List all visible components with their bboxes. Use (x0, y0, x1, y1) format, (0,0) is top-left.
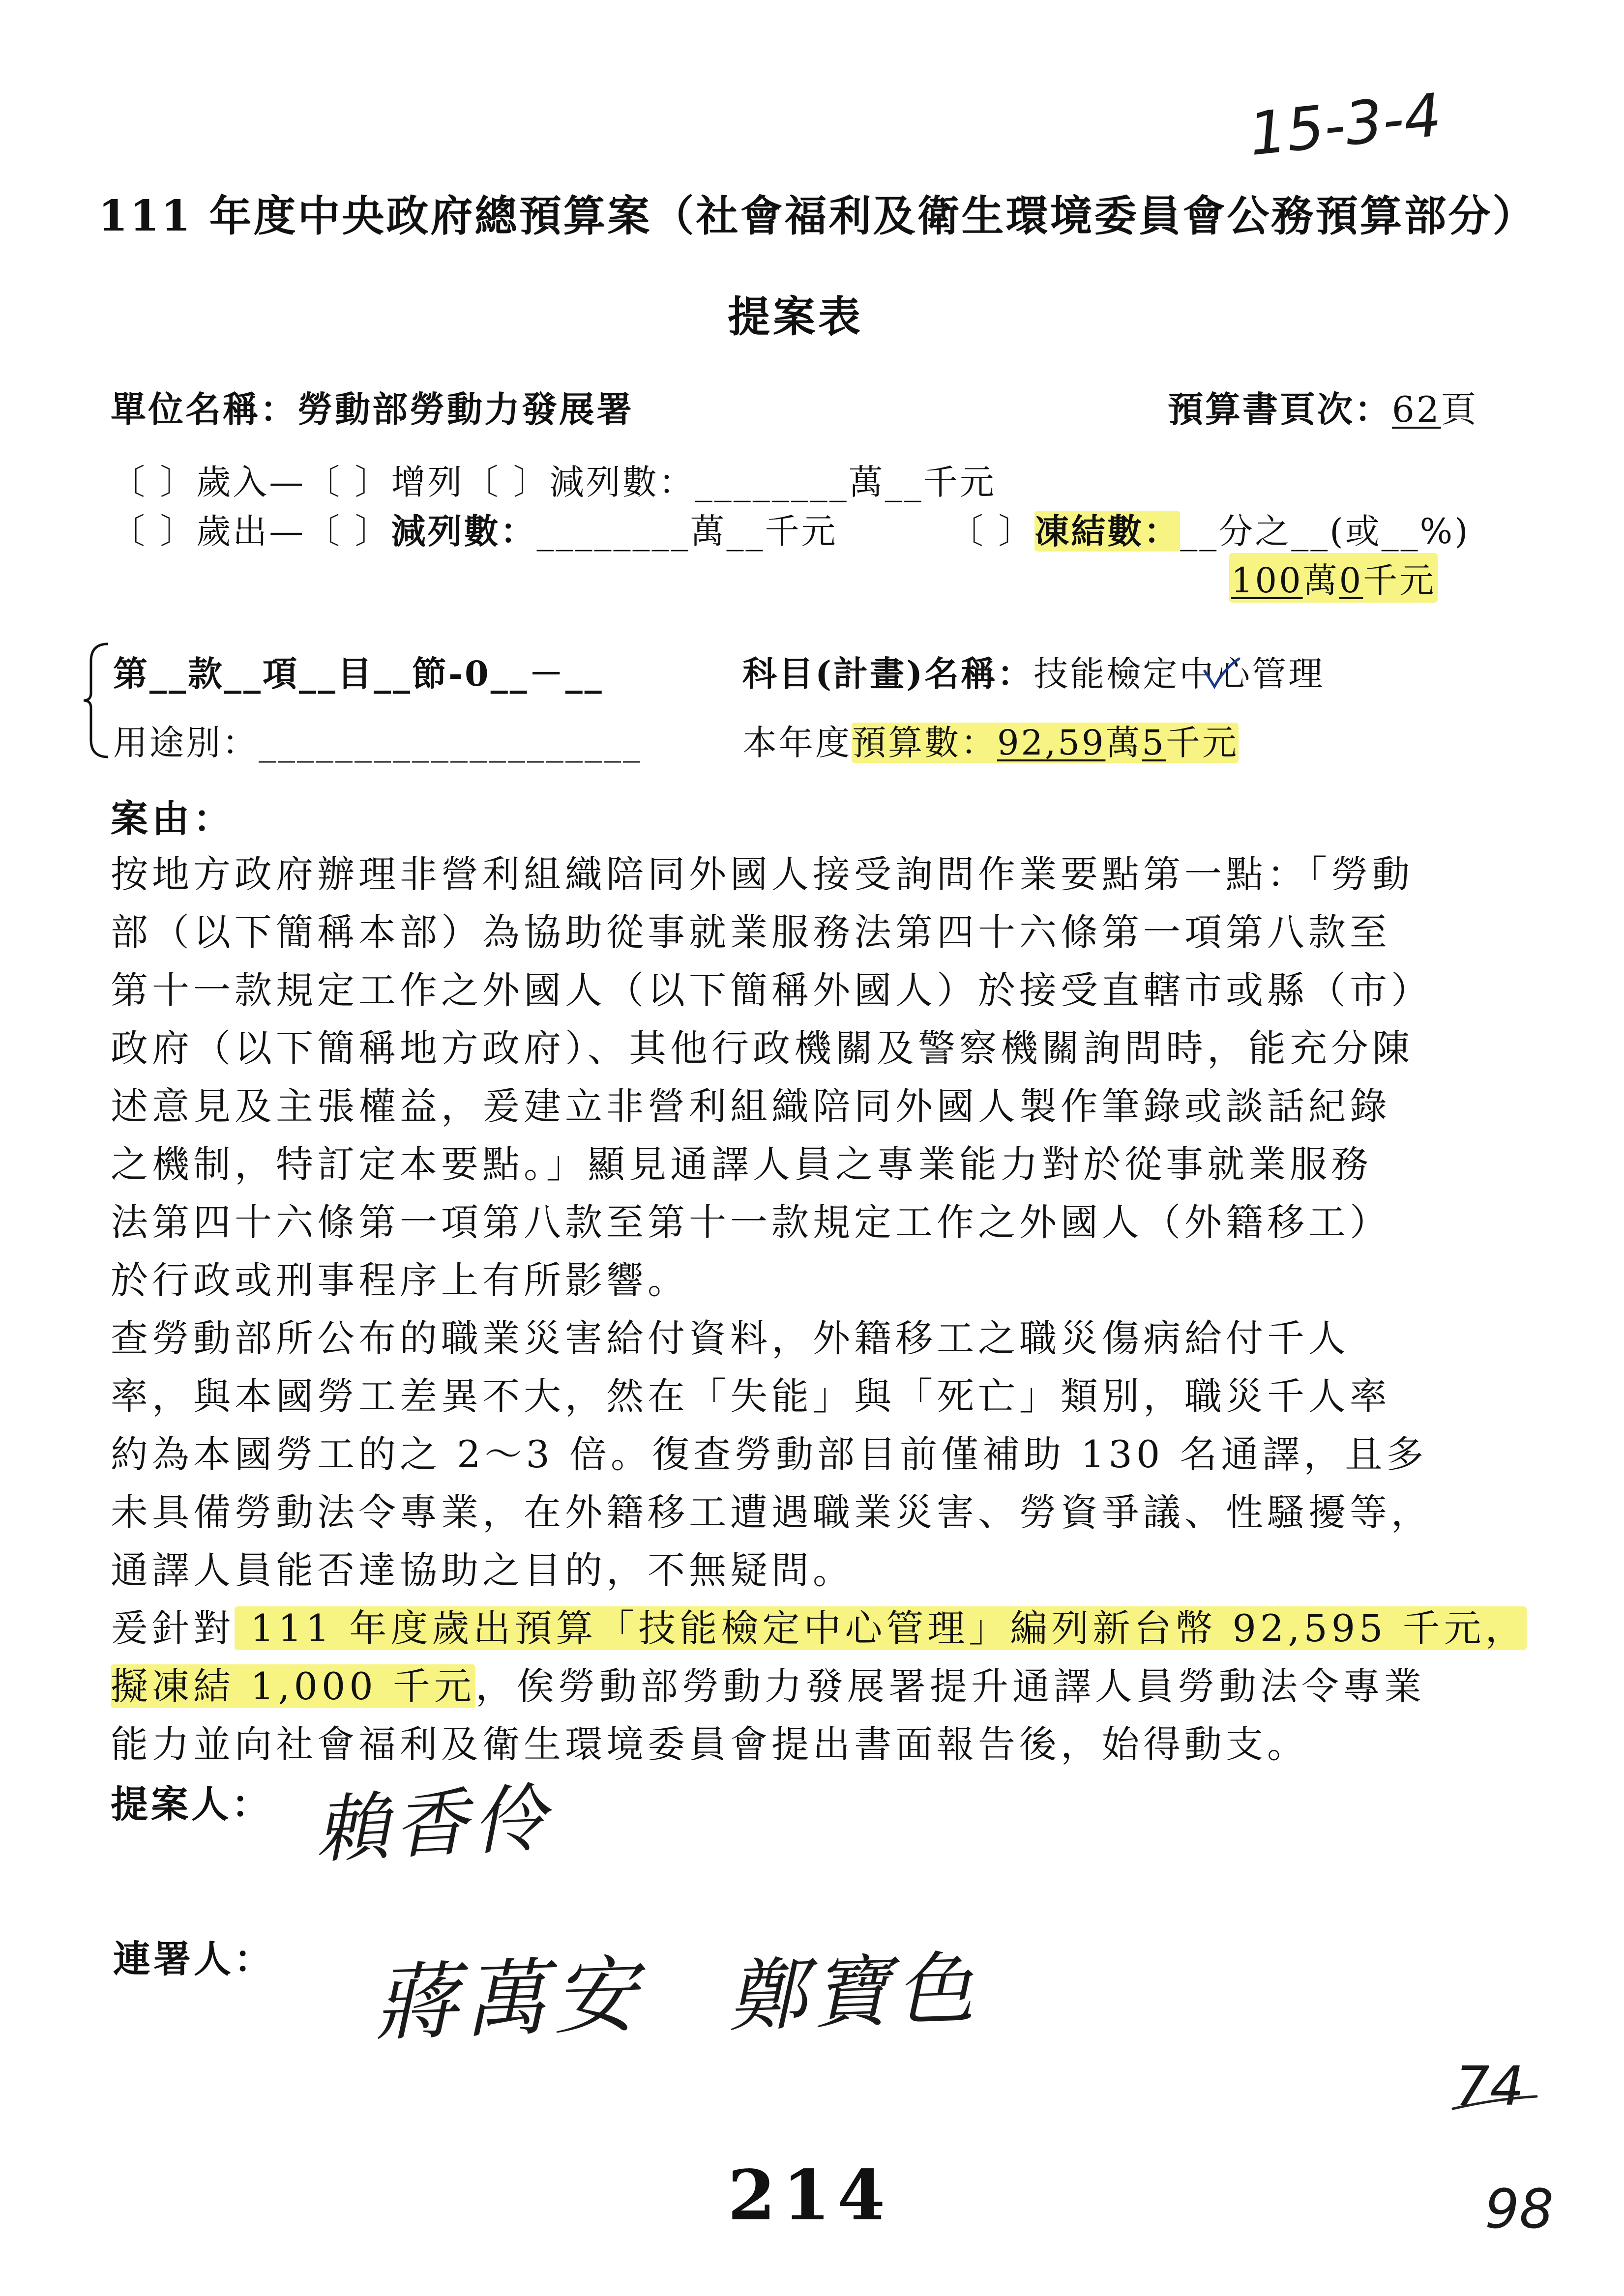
unit-row (111, 381, 634, 432)
item-line-text: 第__款__項__目__節-0__－__ (113, 653, 604, 694)
reason-line: 約為本國勞工的之 2～3 倍。復查勞動部目前僅補助 130 名通譯，且多 (111, 1432, 1428, 1476)
budget-page-value: 62 (1392, 389, 1441, 430)
revenue-blank: ________ (695, 462, 849, 502)
budget-amount-line (742, 715, 1239, 765)
cosigner-signature-1: 蔣萬安 (372, 1946, 644, 2053)
expenditure-reduce-label: 減列數： (391, 511, 537, 552)
page-number: 214 (728, 2155, 892, 2236)
unit-label: 單位名稱： (111, 388, 298, 430)
reason-line: 法第四十六條第一項第八款至第十一款規定工作之外國人（外籍移工） (111, 1200, 1391, 1244)
handwritten-corner-b: 98 (1485, 2178, 1554, 2240)
item-line (113, 646, 604, 696)
reason-line: 於行政或刑事程序上有所影響。 (111, 1258, 689, 1302)
budget-label: 預算數： (852, 723, 997, 763)
budget-qian: 千元 (1165, 723, 1239, 763)
reason-line: 之機制，特訂定本要點。」顯見通譯人員之專業能力對於從事就業服務 (111, 1142, 1372, 1186)
item-bracket (81, 641, 111, 759)
handwritten-top-note: 15-3-4 (1245, 81, 1445, 170)
reason-line: 查勞動部所公布的職業災害給付資料，外籍移工之職災傷病給付千人 (111, 1316, 1350, 1360)
revenue-prefix: 〔 〕歲入—〔 〕增列〔 〕減列數： (111, 462, 695, 502)
purpose-line (113, 715, 642, 765)
budget-highlight (852, 723, 1239, 763)
reason-line14-highlight: 111 年度歲出預算「技能檢定中心管理」編列新台幣 92,595 千元， (235, 1606, 1527, 1650)
reason-line: 政府（以下簡稱地方政府）、其他行政機關及警察機關詢問時，能充分陳 (111, 1026, 1414, 1070)
reason-line15-b: ，俟勞動部勞動力發展署提升通譯人員勞動法令專業 (475, 1664, 1425, 1708)
check-mark-icon (1202, 656, 1241, 691)
reason-line (111, 1599, 1527, 1657)
purpose-blank: ____________________ (259, 723, 642, 763)
reason-line: 第十一款規定工作之外國人（以下簡稱外國人）於接受直轄市或縣（市） (111, 968, 1432, 1012)
revenue-blank2: __ (885, 462, 923, 502)
freeze-fraction: __分之__(或__%) (1180, 511, 1470, 552)
expenditure-blank: ________ (536, 511, 690, 552)
page-subtitle: 提案表 (728, 292, 863, 342)
unit-value: 勞動部勞動力發展署 (297, 388, 634, 430)
budget-page-suffix: 頁 (1441, 389, 1478, 430)
reason-line: 部（以下簡稱本部）為協助從事就業服務法第四十六條第一項第八款至 (111, 910, 1391, 954)
handwritten-corner-a: 74 (1455, 2055, 1524, 2118)
reason-line: 未具備勞動法令專業，在外籍移工遭遇職業災害、勞資爭議、性騷擾等， (111, 1490, 1432, 1534)
expenditure-qian: 千元 (765, 511, 838, 552)
cosigners-label: 連署人： (113, 1937, 274, 1981)
freeze-qian: 千元 (1363, 560, 1436, 601)
budget-prefix: 本年度 (742, 723, 852, 763)
reason-heading: 案由： (111, 797, 235, 841)
reason-line: 按地方政府辦理非營利組織陪同外國人接受詢問作業要點第一點：「勞動 (111, 852, 1414, 896)
purpose-label: 用途別： (113, 723, 259, 763)
freeze-bracket: 〔 〕 (949, 511, 1035, 552)
expenditure-line (111, 504, 838, 553)
subject-label: 科目(計畫)名稱： (742, 653, 1034, 694)
reason-line: 述意見及主張權益，爰建立非營利組織陪同外國人製作筆錄或談話紀錄 (111, 1084, 1391, 1128)
page-title: 111 年度中央政府總預算案（社會福利及衛生環境委員會公務預算部分） (98, 191, 1537, 241)
revenue-wan: 萬 (848, 462, 885, 502)
freeze-label: 凍結數： (1034, 511, 1181, 552)
cosigner-signature-2: 鄭寶色 (726, 1942, 980, 2043)
freeze-amount-qian: 0 (1339, 560, 1363, 601)
freeze-amount (1229, 553, 1438, 603)
freeze-line (949, 504, 1470, 553)
freeze-wan: 萬 (1302, 560, 1339, 601)
reason-line15-highlight: 擬凍結 1,000 千元 (111, 1664, 475, 1708)
expenditure-wan: 萬 (690, 511, 727, 552)
freeze-amount-wan: 100 (1231, 560, 1303, 601)
strike-mark-icon (1450, 2089, 1539, 2119)
proposer-signature: 賴香伶 (313, 1775, 553, 1874)
reason-line: 通譯人員能否達協助之目的，不無疑問。 (111, 1548, 854, 1592)
reason-line14-a: 爰針對 (111, 1606, 235, 1650)
budget-qian-value: 5 (1142, 723, 1166, 763)
reason-line (111, 1657, 1425, 1715)
budget-page-label: 預算書頁次： (1168, 388, 1392, 430)
expenditure-blank2: __ (726, 511, 765, 552)
reason-line: 能力並向社會福利及衛生環境委員會提出書面報告後，始得動支。 (111, 1722, 1308, 1766)
budget-wan: 萬 (1105, 723, 1142, 763)
proposer-label: 提案人： (111, 1782, 272, 1826)
budget-page-row (1168, 381, 1478, 432)
subject-value: 技能檢定中心管理 (1033, 654, 1325, 694)
reason-line: 率，與本國勞工差異不大，然在「失能」與「死亡」類別，職災千人率 (111, 1374, 1391, 1418)
revenue-qian: 千元 (923, 462, 996, 502)
budget-wan-value: 92,59 (997, 723, 1106, 763)
expenditure-prefix: 〔 〕歲出—〔 〕 (111, 511, 391, 552)
revenue-line (111, 455, 996, 504)
